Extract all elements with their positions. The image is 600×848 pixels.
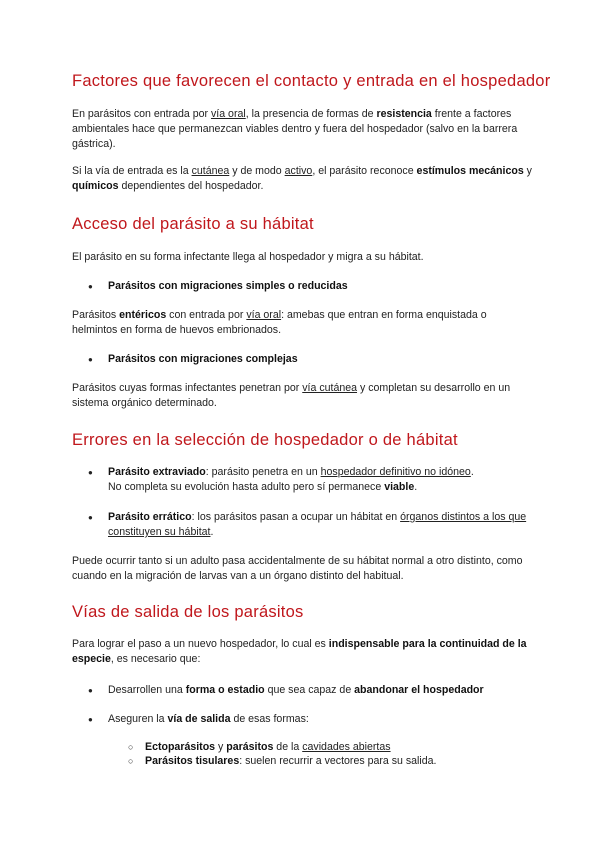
bullet-marker: ●: [88, 513, 93, 522]
subbullet-marker: ○: [128, 756, 134, 766]
heading-acceso: Acceso del parásito a su hábitat: [72, 215, 314, 233]
paragraph-errores: Puede ocurrir tanto si un adulto pasa accidentalmente de su hábitat normal a otro distinto, como cuando en la migración de larvas van a un órgano distinto del habitual.: [72, 555, 523, 582]
bullet-marker: ●: [88, 715, 93, 724]
heading-factores: Factores que favorecen el contacto y entrada en el hospedador: [72, 72, 551, 90]
paragraph-entericos: Parásitos entéricos con entrada por vía oral: amebas que entran en forma enquistada o helmintos en forma de huevos embrionados.: [72, 309, 487, 336]
bullet-marker: ●: [88, 468, 93, 477]
paragraph-entrada-oral: En parásitos con entrada por vía oral, la presencia de formas de resistencia frente a factores ambientales hace que permanezcan viables dentro y fuera del hospedador (salvo en la barrera gástrica).: [72, 108, 518, 150]
paragraph-acceso: El parásito en su forma infectante llega al hospedador y migra a su hábitat.: [72, 251, 424, 263]
paragraph-via-cutanea: Parásitos cuyas formas infectantes penetran por vía cutánea y completan su desarrollo en un sistema orgánico determinado.: [72, 382, 511, 409]
paragraph-entrada-cutanea: Si la vía de entrada es la cutánea y de modo activo, el parásito reconoce estímulos mecánicos y químicos dependientes del hospedador.: [72, 165, 532, 192]
heading-errores: Errores en la selección de hospedador o de hábitat: [72, 431, 458, 449]
document-page: Factores que favorecen el contacto y entrada en el hospedador En parásitos con entrada por vía oral, la presencia de formas de resistencia frente a factores ambientales hace que permanezcan viables dentro y fuera del hospedador (salvo en la barrera gástrica). Si la vía de entrada es la cutánea y de modo activo, el parásito reconoce estímulos mecánicos y químicos dependientes del hospedador. Acceso del parásito a su hábitat El parásito en su forma infectante llega al hospedador y migra a su hábitat. ● Parásitos con migraciones simples o reducidas Parásitos entéricos con entrada por vía oral: amebas que entran en forma enquistada o helmintos en forma de huevos embrionados. ● Parásitos con migraciones complejas Parásitos cuyas formas infectantes penetran por vía cutánea y completan su desarrollo en un sistema orgánico determinado. Errores en la selección de hospedador o de hábitat ● Parásito extraviado: parásito penetra en un hospedador definitivo no idóneo. No completa su evolución hasta adulto pero sí permanece viable. ● Parásito errático: los parásitos pasan a ocupar un hábitat en órganos distintos a los que constituyen su hábitat. Puede ocurrir tanto si un adulto pasa accidentalmente de su hábitat normal a otro distinto, como cuando en la migración de larvas van a un órgano distinto del habitual. Vías de salida de los parásitos Para lograr el paso a un nuevo hospedador, lo cual es indispensable para la continuidad de la especie, es necesario que: ● Desarrollen una forma o estadio que sea capaz de abandonar el hospedador ● Aseguren la vía de salida de esas formas: ○ Ectoparásitos y parásitos de la cavidades abiertas ○ Parásitos tisulares: suelen recurrir a vectores para su salida.: [72, 72, 551, 767]
paragraph-vias-salida: Para lograr el paso a un nuevo hospedador, lo cual es indispensable para la continuidad de la especie, es necesario que:: [72, 638, 527, 665]
bullet-marker: ●: [88, 355, 93, 364]
subbullet-marker: ○: [128, 742, 134, 752]
bullet-marker: ●: [88, 282, 93, 291]
bullet-marker: ●: [88, 686, 93, 695]
heading-vias-salida: Vías de salida de los parásitos: [72, 603, 304, 621]
